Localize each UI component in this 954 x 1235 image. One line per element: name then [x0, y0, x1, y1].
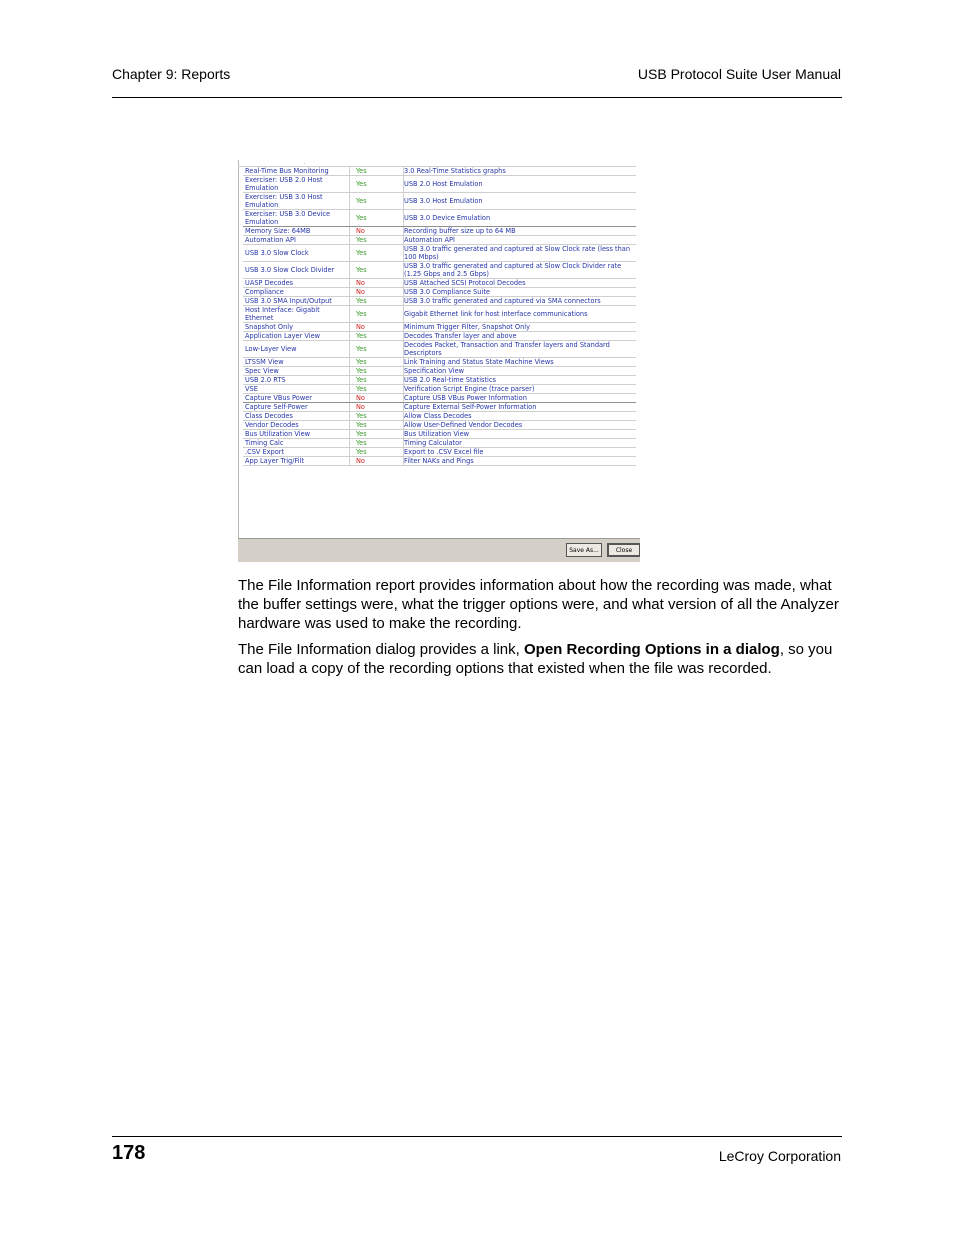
license-feature-table — [243, 167, 636, 466]
enabled-status-cell: Yes — [350, 245, 404, 262]
table-row — [243, 332, 636, 341]
enabled-status-cell: Yes — [350, 306, 404, 323]
feature-description-cell: Specification View — [404, 367, 637, 376]
enabled-status-cell: No — [350, 323, 404, 332]
feature-description-cell: USB 2.0 Real-time Statistics — [404, 376, 637, 385]
table-row — [243, 394, 636, 403]
feature-description-cell: USB 3.0 Device Emulation — [404, 210, 637, 227]
feature-description-cell: Minimum Trigger Filter, Snapshot Only — [404, 323, 637, 332]
table-row — [243, 279, 636, 288]
feature-description-cell: Allow User-Defined Vendor Decodes — [404, 421, 637, 430]
feature-description-cell: Decodes Packet, Transaction and Transfer layers and Standard Descriptors — [404, 341, 637, 358]
feature-name-cell: Real-Time Bus Monitoring — [243, 167, 350, 176]
feature-description-cell: Filter NAKs and Pings — [404, 457, 637, 466]
footer-rule — [112, 1136, 842, 1137]
enabled-status-cell: Yes — [350, 385, 404, 394]
file-information-dialog-screenshot — [238, 160, 640, 562]
table-row — [243, 262, 636, 279]
enabled-status-cell: No — [350, 457, 404, 466]
enabled-status-cell: No — [350, 403, 404, 412]
feature-name-cell: App Layer Trig/Filt — [243, 457, 350, 466]
feature-name-cell: Low-Layer View — [243, 341, 350, 358]
dialog-button-bar — [238, 538, 640, 562]
feature-description-cell: Export to .CSV Excel file — [404, 448, 637, 457]
table-row — [243, 193, 636, 210]
enabled-status-cell: Yes — [350, 167, 404, 176]
feature-name-cell: Class Decodes — [243, 412, 350, 421]
table-row — [243, 376, 636, 385]
feature-description-cell: USB 3.0 traffic generated and captured at Slow Clock rate (less than 100 Mbps) — [404, 245, 637, 262]
feature-name-cell: Memory Size: 64MB — [243, 227, 350, 236]
feature-description-cell: USB 3.0 Host Emulation — [404, 193, 637, 210]
footer-company: LeCroy Corporation — [718, 1148, 841, 1164]
table-row — [243, 323, 636, 332]
feature-name-cell: USB 2.0 RTS — [243, 376, 350, 385]
feature-description-cell: Capture USB VBus Power Information — [404, 394, 637, 403]
feature-description-cell: Decodes Transfer layer and above — [404, 332, 637, 341]
feature-description-cell: Timing Calculator — [404, 439, 637, 448]
paragraph-file-info-report: The File Information report provides information about how the recording was made, what the buffer settings were, what the trigger options were, and what version of all the Analyzer hardware was used to make the recording. — [238, 577, 839, 632]
table-row — [243, 403, 636, 412]
paragraph-text-start: The File Information dialog provides a link, — [238, 641, 524, 658]
feature-description-cell: Bus Utilization View — [404, 430, 637, 439]
feature-name-cell: Bus Utilization View — [243, 430, 350, 439]
enabled-status-cell: Yes — [350, 448, 404, 457]
enabled-status-cell: Yes — [350, 236, 404, 245]
feature-description-cell: Link Training and Status State Machine Views — [404, 358, 637, 367]
enabled-status-cell: Yes — [350, 358, 404, 367]
table-row — [243, 412, 636, 421]
header-rule — [112, 97, 842, 98]
table-row — [243, 210, 636, 227]
table-row — [243, 167, 636, 176]
feature-name-cell: Capture Self-Power — [243, 403, 350, 412]
table-row — [243, 367, 636, 376]
paragraph-text-end: , so you can load a copy of the recording options that existed when the file was recorded. — [238, 641, 833, 677]
feature-name-cell: Vendor Decodes — [243, 421, 350, 430]
feature-name-cell: Automation API — [243, 236, 350, 245]
enabled-status-cell: Yes — [350, 421, 404, 430]
enabled-status-cell: Yes — [350, 297, 404, 306]
table-row — [243, 288, 636, 297]
open-recording-options-link-text: Open Recording Options in a dialog — [523, 641, 780, 658]
table-row — [243, 439, 636, 448]
header-chapter: Chapter 9: Reports — [112, 66, 231, 82]
partial-row: . — [238, 160, 636, 167]
enabled-status-cell: Yes — [350, 193, 404, 210]
table-row — [243, 176, 636, 193]
dialog-left-border — [238, 160, 239, 562]
feature-description-cell: Capture External Self-Power Information — [404, 403, 637, 412]
enabled-status-cell: Yes — [350, 412, 404, 421]
enabled-status-cell: No — [350, 279, 404, 288]
save-as-button[interactable]: Save As... — [566, 543, 602, 557]
feature-name-cell: Host Interface: Gigabit Ethernet — [243, 306, 350, 323]
enabled-status-cell: Yes — [350, 367, 404, 376]
enabled-status-cell: No — [350, 394, 404, 403]
enabled-status-cell: Yes — [350, 430, 404, 439]
feature-name-cell: Spec View — [243, 367, 350, 376]
table-row — [243, 430, 636, 439]
feature-description-cell: USB Attached SCSI Protocol Decodes — [404, 279, 637, 288]
table-row — [243, 341, 636, 358]
enabled-status-cell: No — [350, 288, 404, 297]
feature-description-cell: Recording buffer size up to 64 MB — [404, 227, 637, 236]
table-row — [243, 421, 636, 430]
table-row — [243, 236, 636, 245]
enabled-status-cell: Yes — [350, 262, 404, 279]
feature-name-cell: VSE — [243, 385, 350, 394]
feature-name-cell: Exerciser: USB 2.0 Host Emulation — [243, 176, 350, 193]
feature-description-cell: Gigabit Ethernet link for host interface communications — [404, 306, 637, 323]
table-row — [243, 385, 636, 394]
table-row — [243, 448, 636, 457]
header-manual-title: USB Protocol Suite User Manual — [637, 66, 841, 82]
feature-name-cell: USB 3.0 SMA Input/Output — [243, 297, 350, 306]
table-row — [243, 457, 636, 466]
feature-name-cell: Capture VBus Power — [243, 394, 350, 403]
table-row — [243, 297, 636, 306]
feature-description-cell: Automation API — [404, 236, 637, 245]
feature-name-cell: USB 3.0 Slow Clock Divider — [243, 262, 350, 279]
feature-name-cell: Application Layer View — [243, 332, 350, 341]
feature-description-cell: Verification Script Engine (trace parser) — [404, 385, 637, 394]
page-number: 178 — [112, 1142, 146, 1164]
close-button[interactable]: Close — [607, 543, 640, 557]
enabled-status-cell: Yes — [350, 376, 404, 385]
table-row — [243, 306, 636, 323]
table-row — [243, 245, 636, 262]
feature-description-cell: USB 3.0 traffic generated and captured via SMA connectors — [404, 297, 637, 306]
feature-description-cell: USB 2.0 Host Emulation — [404, 176, 637, 193]
enabled-status-cell: Yes — [350, 439, 404, 448]
feature-name-cell: Snapshot Only — [243, 323, 350, 332]
paragraph-file-info-dialog — [238, 640, 842, 678]
table-row — [243, 358, 636, 367]
table-row — [243, 227, 636, 236]
feature-name-cell: LTSSM View — [243, 358, 350, 367]
enabled-status-cell: Yes — [350, 341, 404, 358]
feature-name-cell: UASP Decodes — [243, 279, 350, 288]
feature-name-cell: Compliance — [243, 288, 350, 297]
enabled-status-cell: No — [350, 227, 404, 236]
feature-description-cell: USB 3.0 Compliance Suite — [404, 288, 637, 297]
feature-name-cell: .CSV Export — [243, 448, 350, 457]
feature-name-cell: Timing Calc — [243, 439, 350, 448]
enabled-status-cell: Yes — [350, 176, 404, 193]
feature-name-cell: Exerciser: USB 3.0 Host Emulation — [243, 193, 350, 210]
enabled-status-cell: Yes — [350, 332, 404, 341]
feature-name-cell: USB 3.0 Slow Clock — [243, 245, 350, 262]
feature-description-cell: Allow Class Decodes — [404, 412, 637, 421]
feature-description-cell: 3.0 Real-Time Statistics graphs — [404, 167, 637, 176]
feature-description-cell: USB 3.0 traffic generated and captured at Slow Clock Divider rate (1.25 Gbps and 2.5 Gbps) — [404, 262, 637, 279]
feature-name-cell: Exerciser: USB 3.0 Device Emulation — [243, 210, 350, 227]
enabled-status-cell: Yes — [350, 210, 404, 227]
